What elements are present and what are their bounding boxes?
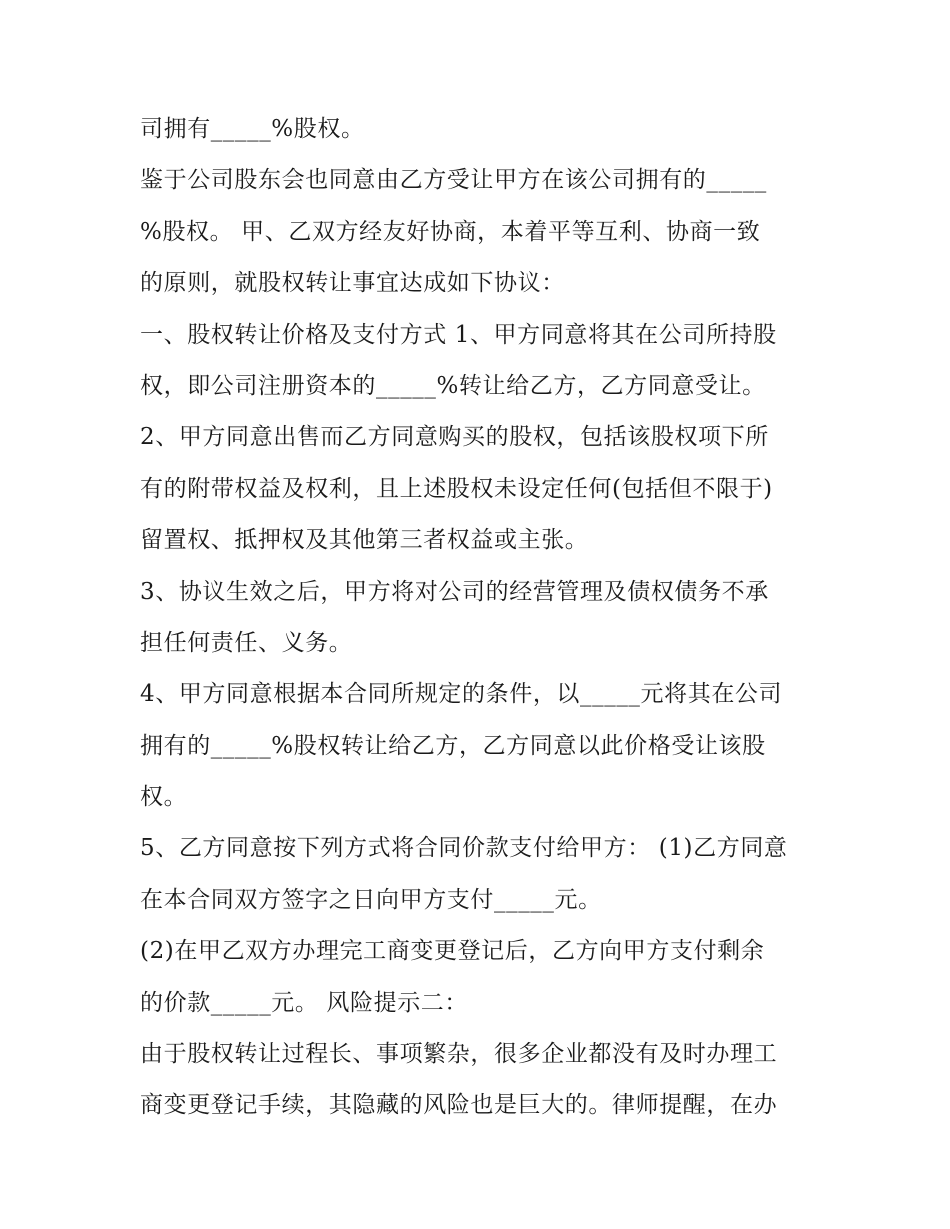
text-line: 有的附带权益及权利，且上述股权未设定任何(包括但不限于) (140, 475, 773, 502)
text-line: 权，即公司注册资本的_____%转让给乙方，乙方同意受让。 (140, 372, 766, 399)
text-line: 拥有的_____%股权转让给乙方，乙方同意以此价格受让该股 (140, 732, 766, 759)
text-line: 商变更登记手续，其隐藏的风险也是巨大的。律师提醒，在办 (140, 1092, 778, 1119)
text-line: 4、甲方同意根据本合同所规定的条件，以_____元将其在公司 (140, 681, 783, 708)
text-line: 的原则，就股权转让事宜达成如下协议： (140, 270, 565, 297)
text-line: 5、乙方同意按下列方式将合同价款支付给甲方： (1)乙方同意 (140, 835, 788, 862)
text-line: 鉴于公司股东会也同意由乙方受让甲方在该公司拥有的_____ (140, 167, 767, 194)
text-line: 3、协议生效之后，甲方将对公司的经营管理及债权债务不承 (140, 578, 769, 605)
text-line: 由于股权转让过程长、事项繁杂，很多企业都没有及时办理工 (140, 1041, 778, 1068)
text-line: 在本合同双方签字之日向甲方支付_____元。 (140, 886, 602, 913)
contract-body-text (140, 104, 820, 1132)
text-line: 担任何责任、义务。 (140, 629, 353, 656)
text-line: 的价款_____元。 风险提示二： (140, 989, 469, 1016)
text-line: 2、甲方同意出售而乙方同意购买的股权，包括该股权项下所 (140, 424, 769, 451)
text-line: 权。 (140, 784, 188, 811)
text-line: 司拥有_____%股权。 (140, 116, 365, 142)
text-line: 一、股权转让价格及支付方式 1、甲方同意将其在公司所持股 (140, 321, 777, 348)
text-line: (2)在甲乙双方办理完工商变更登记后，乙方向甲方支付剩余 (140, 938, 765, 965)
text-line: 留置权、抵押权及其他第三者权益或主张。 (140, 527, 589, 554)
text-line: %股权。 甲、乙双方经友好协商，本着平等互利、协商一致 (140, 218, 761, 245)
